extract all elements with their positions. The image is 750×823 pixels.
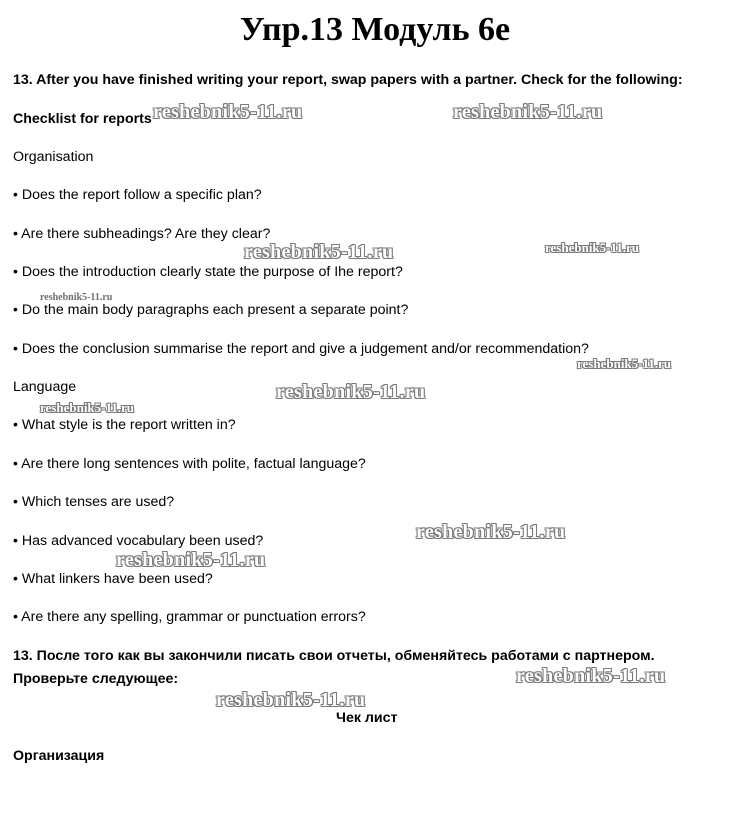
section-language: Language — [13, 379, 77, 395]
list-item: • Does the report follow a specific plan? — [13, 187, 262, 203]
list-item: • Does the introduction clearly state the purpose of Ihe report? — [13, 264, 403, 280]
watermark: reshebnik5-11.ru — [40, 400, 135, 415]
list-item: • Are there long sentences with polite, factual language? — [13, 456, 366, 472]
watermark: reshebnik5-11.ru — [40, 292, 113, 303]
section-organisation: Organisation — [13, 149, 94, 165]
list-item: • Are there subheadings? Are they clear? — [13, 226, 271, 242]
list-item: • Has advanced vocabulary been used? — [13, 533, 264, 549]
watermark: reshebnik5-11.ru — [453, 101, 603, 123]
watermark: reshebnik5-11.ru — [416, 521, 566, 543]
watermark: reshebnik5-11.ru — [545, 240, 640, 255]
list-item: • What style is the report written in? — [13, 417, 236, 433]
watermark: reshebnik5-11.ru — [577, 356, 672, 371]
section-organisation-russian: Организация — [13, 748, 105, 764]
watermark: reshebnik5-11.ru — [276, 381, 426, 403]
task-english: 13. After you have finished writing your report, swap papers with a partner. Check for the following: — [13, 72, 683, 88]
page-title: Упр.13 Модуль 6е — [239, 11, 511, 48]
watermark: reshebnik5-11.ru — [153, 101, 303, 123]
task-russian-line1: 13. После того как вы закончили писать свои отчеты, обменяйтесь работами с партнером. — [13, 648, 655, 664]
checklist-russian: Чек лист — [336, 710, 398, 726]
watermark: reshebnik5-11.ru — [116, 549, 266, 571]
list-item: • Do the main body paragraphs each present a separate point? — [13, 302, 409, 318]
watermark: reshebnik5-11.ru — [216, 689, 366, 711]
list-item: • Which tenses are used? — [13, 494, 175, 510]
task-russian-line2: Проверьте следующее: — [13, 671, 179, 687]
checklist-heading: Checklist for reports — [13, 111, 152, 127]
watermark: reshebnik5-11.ru — [516, 665, 666, 687]
list-item: • What linkers have been used? — [13, 571, 213, 587]
watermark: reshebnik5-11.ru — [244, 241, 394, 263]
list-item: • Does the conclusion summarise the report and give a judgement and/or recommendation? — [13, 341, 589, 357]
list-item: • Are there any spelling, grammar or punctuation errors? — [13, 609, 366, 625]
